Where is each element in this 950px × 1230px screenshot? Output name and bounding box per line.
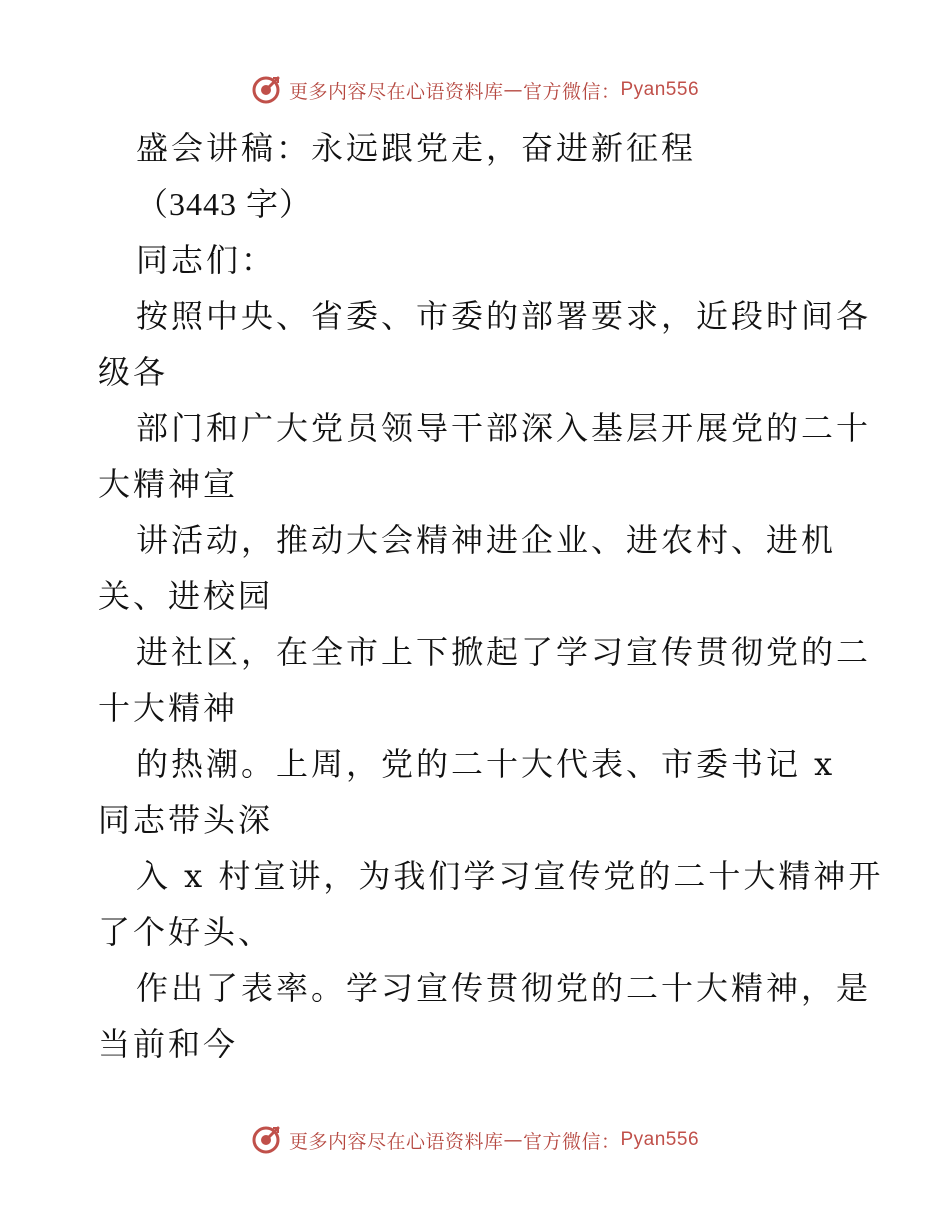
text-line: 十大精神 xyxy=(98,689,239,727)
text-line: 作出了表率。学习宣传贯彻党的二十大精神，是 xyxy=(136,969,872,1007)
greeting: 同志们： xyxy=(136,241,277,279)
word-count-text: （3443 字） xyxy=(136,186,313,222)
text-line: 部门和广大党员领导干部深入基层开展党的二十 xyxy=(136,409,872,447)
text-line: 讲活动，推动大会精神进企业、进农村、进机 xyxy=(136,521,837,559)
text-line: 级各 xyxy=(98,353,169,391)
watermark-header xyxy=(0,70,950,110)
document-body xyxy=(98,120,884,1072)
watermark-wechat-label: 官方微信： xyxy=(522,80,621,103)
watermark-wechat-id: Pyan556 xyxy=(620,1129,700,1150)
word-count xyxy=(98,176,858,232)
text-line: 按照中央、省委、市委的部署要求，近段时间各 xyxy=(136,297,872,335)
text-line: 同志带头深 xyxy=(98,801,274,839)
text-line: 入 x 村宣讲，为我们学习宣传党的二十大精神开 xyxy=(136,857,884,895)
text-line: 的热潮。上周，党的二十大代表、市委书记 x xyxy=(136,745,836,783)
watermark-wechat-label: 官方微信： xyxy=(522,1130,621,1153)
document-title: 盛会讲稿：永远跟党走，奋进新征程 xyxy=(136,129,697,167)
watermark-brand: 更多内容尽在心语资料库 xyxy=(288,80,504,103)
text-line: 了个好头、 xyxy=(98,913,274,951)
watermark-dash: — xyxy=(503,79,523,101)
watermark-dash: — xyxy=(503,1129,523,1151)
brand-logo-icon xyxy=(251,1125,281,1155)
brand-logo-icon xyxy=(251,75,281,105)
text-line: 当前和今 xyxy=(98,1025,239,1063)
watermark-footer xyxy=(0,1120,950,1160)
text-line: 大精神宣 xyxy=(98,465,239,503)
watermark-brand: 更多内容尽在心语资料库 xyxy=(288,1130,504,1153)
text-line: 进社区，在全市上下掀起了学习宣传贯彻党的二 xyxy=(136,633,872,671)
watermark-wechat-id: Pyan556 xyxy=(620,79,700,100)
text-line: 关、进校园 xyxy=(98,577,274,615)
